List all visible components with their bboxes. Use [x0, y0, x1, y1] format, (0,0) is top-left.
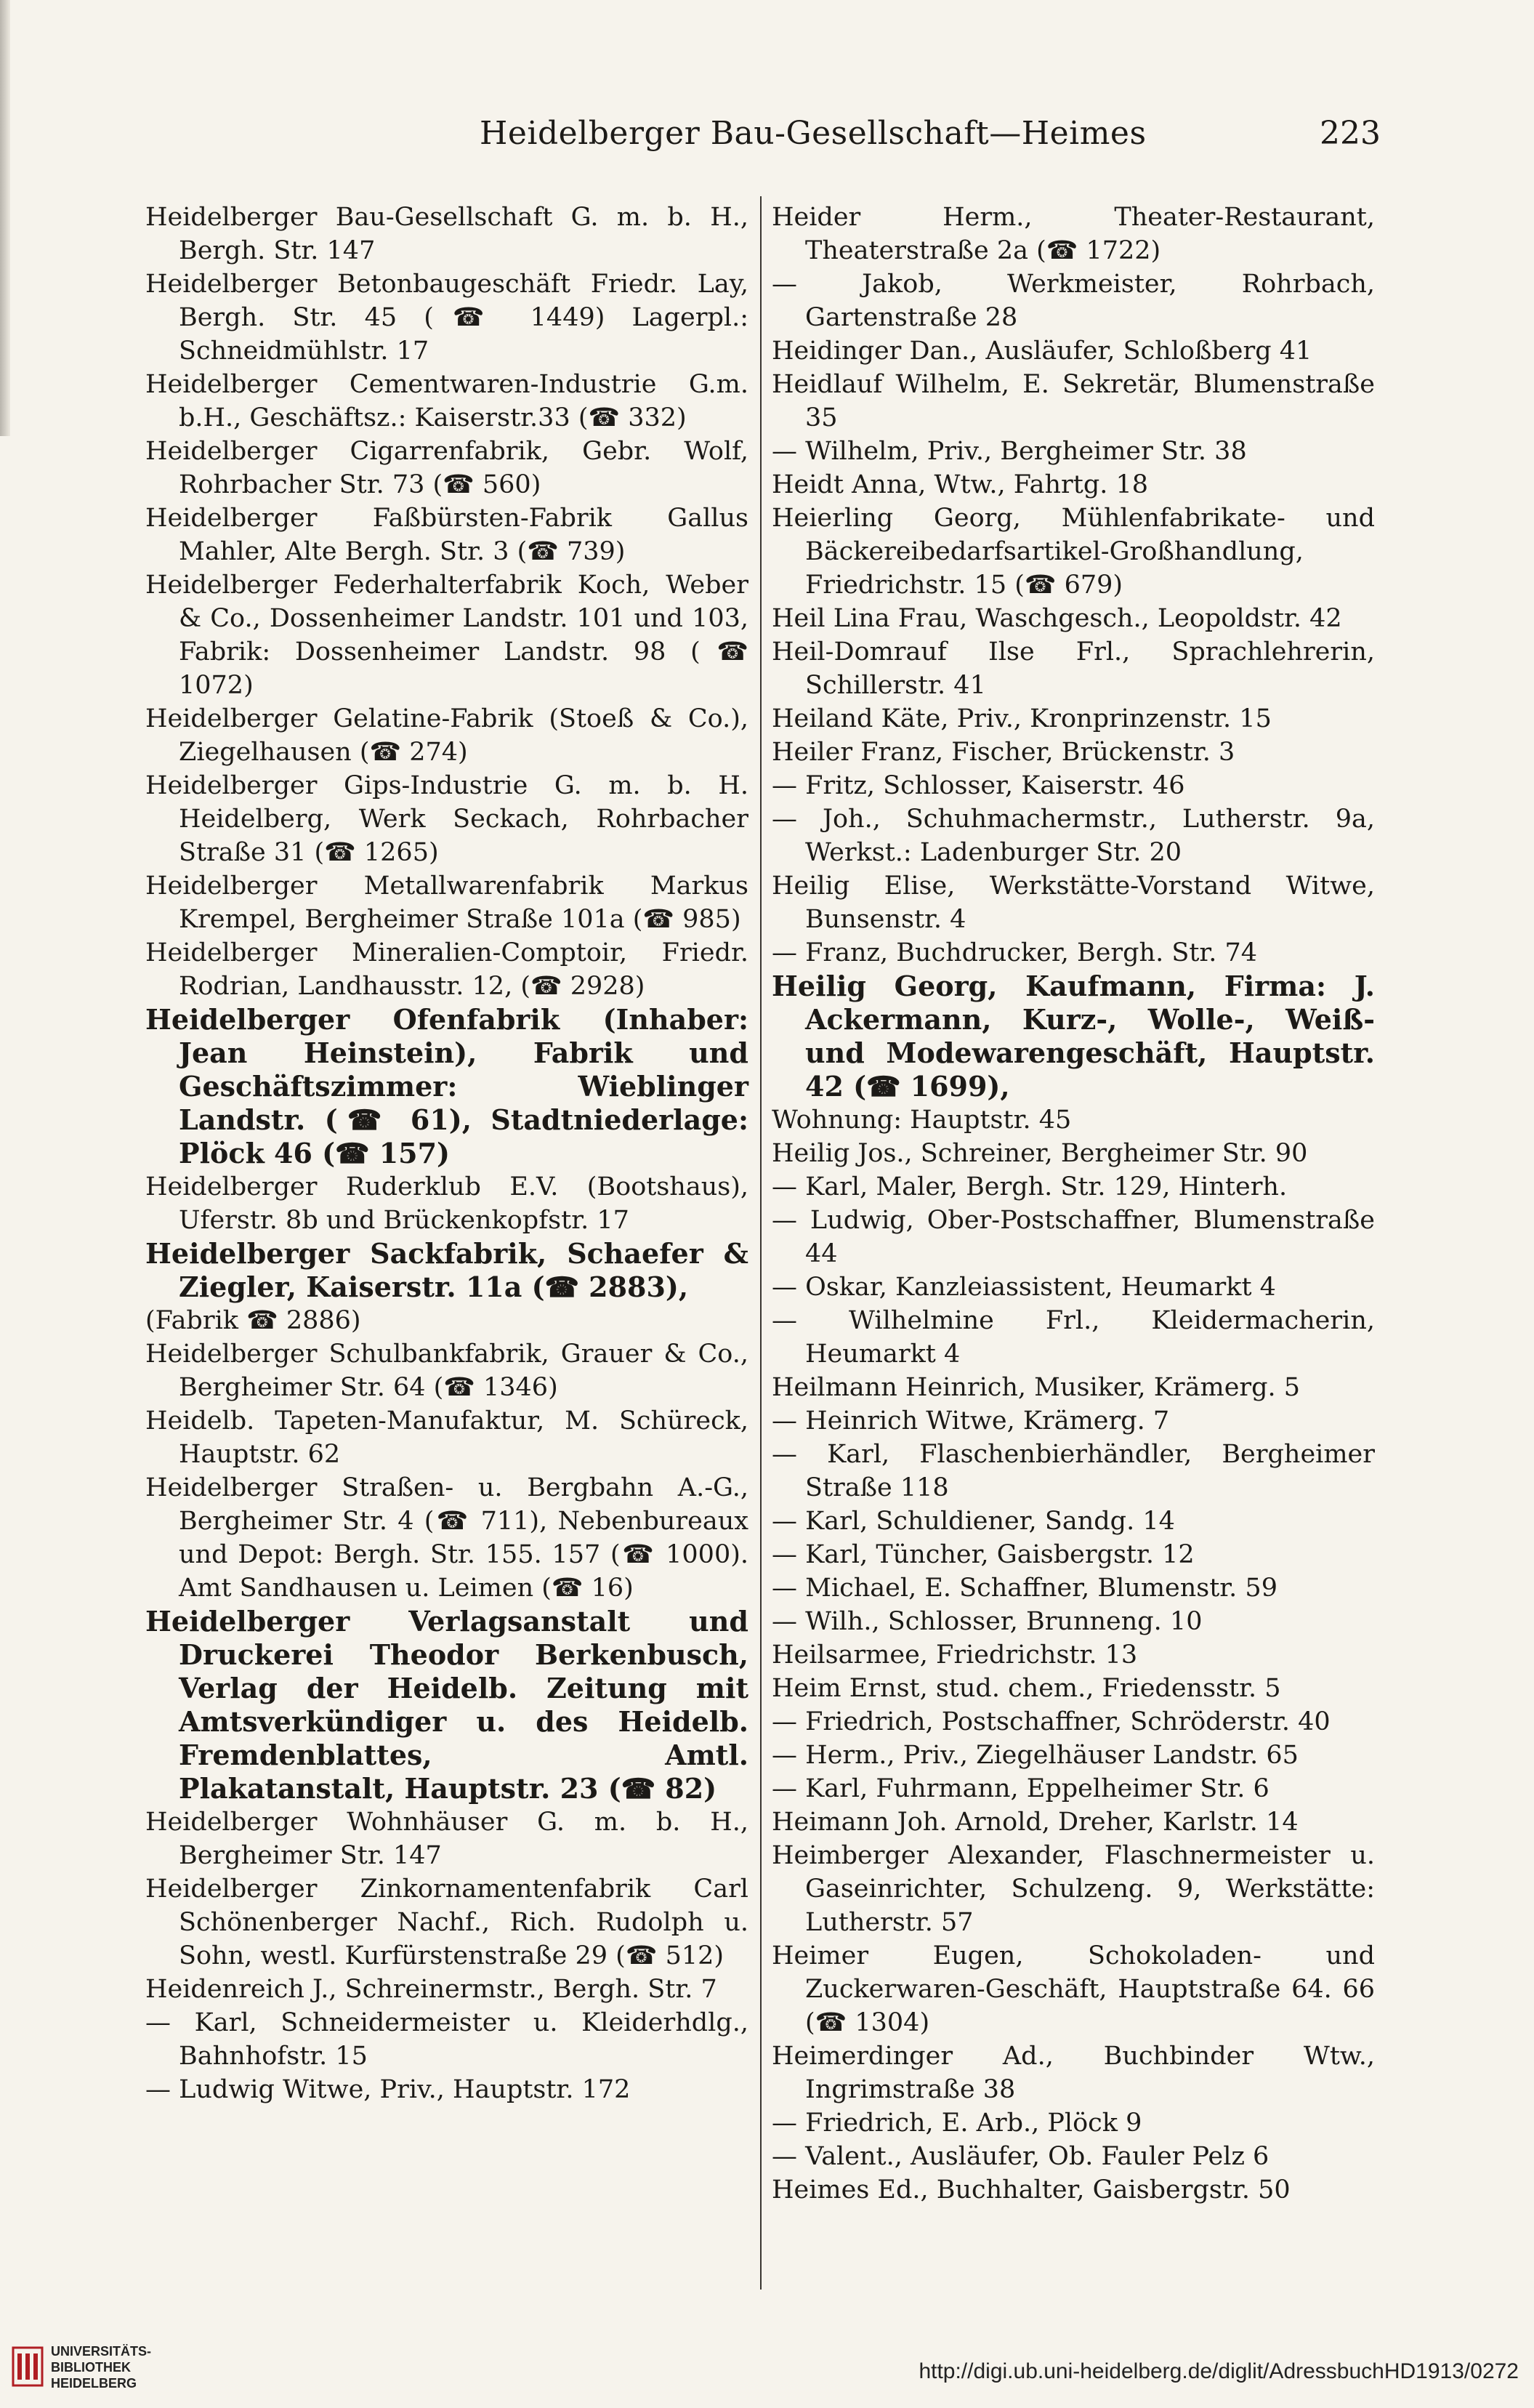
directory-entry: — Wilhelm, Priv., Bergheimer Str. 38	[772, 437, 1247, 466]
directory-entry: Heidelberger Schulbankfabrik, Grauer & Co., Bergheimer Str. 64 (☎ 1346)	[145, 1340, 748, 1402]
directory-entry: Heidelberger Mineralien-Comptoir, Friedr. Rodrian, Landhausstr. 12, (☎ 2928)	[145, 938, 748, 1001]
directory-entry: — Jakob, Werkmeister, Rohrbach, Gartenstraße 28	[772, 270, 1375, 332]
source-url-link[interactable]: http://digi.ub.uni-heidelberg.de/diglit/AdressbuchHD1913/0272	[919, 2359, 1519, 2383]
directory-entry: Heiland Käte, Priv., Kronprinzenstr. 15	[772, 704, 1272, 733]
scan-edge-shadow	[0, 0, 10, 436]
directory-entry: Heimann Joh. Arnold, Dreher, Karlstr. 14	[772, 1808, 1299, 1837]
directory-entry: Heidlauf Wilhelm, E. Sekretär, Blumenstraße 35	[772, 370, 1375, 432]
directory-entry: — Friedrich, E. Arb., Plöck 9	[772, 2109, 1142, 2138]
directory-entry: Heimer Eugen, Schokoladen- und Zuckerwaren-Geschäft, Hauptstraße 64. 66 (☎ 1304)	[772, 1941, 1375, 2037]
directory-entry: Heidelberger Straßen- u. Bergbahn A.-G., Bergheimer Str. 4 (☎ 711), Nebenbureaux und Depot: Bergh. Str. 155. 157 (☎ 1000). Amt Sandhausen u. Leimen (☎ 16)	[145, 1473, 748, 1603]
directory-entry: Heidelberger Ofenfabrik (Inhaber: Jean Heinstein), Fabrik und Geschäftszimmer: Wieblinger Landstr. (☎ 61), Stadtniederlage: Plöck 46 (☎ 157)	[145, 1003, 748, 1169]
directory-entry: Heim Ernst, stud. chem., Friedensstr. 5	[772, 1674, 1281, 1703]
directory-entry: Heimerdinger Ad., Buchbinder Wtw., Ingrimstraße 38	[772, 2042, 1375, 2104]
directory-entry: Heilmann Heinrich, Musiker, Krämerg. 5	[772, 1373, 1301, 1402]
library-name	[51, 2343, 151, 2391]
directory-entry: (Fabrik ☎ 2886)	[145, 1306, 361, 1335]
directory-entry: Heidinger Dan., Ausläufer, Schloßberg 41	[772, 337, 1312, 366]
directory-entry: — Karl, Schuldiener, Sandg. 14	[772, 1507, 1175, 1536]
directory-entry: Heidt Anna, Wtw., Fahrtg. 18	[772, 470, 1149, 499]
directory-entry: Heider Herm., Theater-Restaurant, Theaterstraße 2a (☎ 1722)	[772, 203, 1375, 265]
right-column	[772, 201, 1375, 2207]
directory-entry: Heidelberger Zinkornamentenfabrik Carl Schönenberger Nachf., Rich. Rudolph u. Sohn, westl. Kurfürstenstraße 29 (☎ 512)	[145, 1875, 748, 1970]
directory-entry: Heilig Elise, Werkstätte-Vorstand Witwe, Bunsenstr. 4	[772, 871, 1375, 934]
directory-entry: Heilig Georg, Kaufmann, Firma: J. Ackermann, Kurz-, Wolle-, Weiß- und Modewarengeschäft, Hauptstr. 42 (☎ 1699),	[772, 970, 1375, 1103]
directory-entry: — Ludwig Witwe, Priv., Hauptstr. 172	[145, 2075, 631, 2104]
directory-entry: Heidelb. Tapeten-Manufaktur, M. Schüreck, Hauptstr. 62	[145, 1406, 748, 1469]
directory-entry: Heidelberger Metallwarenfabrik Markus Krempel, Bergheimer Straße 101a (☎ 985)	[145, 871, 748, 934]
directory-entry: Heidelberger Cigarrenfabrik, Gebr. Wolf, Rohrbacher Str. 73 (☎ 560)	[145, 437, 748, 499]
library-emblem-icon	[12, 2345, 44, 2388]
directory-entry: — Oskar, Kanzleiassistent, Heumarkt 4	[772, 1273, 1276, 1302]
directory-entry: Heierling Georg, Mühlenfabrikate- und Bäckereibedarfsartikel-Großhandlung, Friedrichstr. 15 (☎ 679)	[772, 504, 1375, 600]
directory-entry: Heilig Jos., Schreiner, Bergheimer Str. 90	[772, 1139, 1308, 1168]
directory-entry: — Karl, Schneidermeister u. Kleiderhdlg., Bahnhofstr. 15	[145, 2008, 748, 2071]
directory-entry: — Joh., Schuhmachermstr., Lutherstr. 9a, Werkst.: Ladenburger Str. 20	[772, 805, 1375, 867]
directory-entry: — Michael, E. Schaffner, Blumenstr. 59	[772, 1574, 1277, 1603]
library-logo[interactable]	[12, 2340, 230, 2399]
left-column	[145, 201, 748, 2106]
directory-entry: — Valent., Ausläufer, Ob. Fauler Pelz 6	[772, 2142, 1269, 2171]
directory-entry: — Karl, Tüncher, Gaisbergstr. 12	[772, 1540, 1195, 1569]
library-name-line: BIBLIOTHEK	[51, 2360, 131, 2375]
directory-entry: — Fritz, Schlosser, Kaiserstr. 46	[772, 771, 1185, 800]
directory-entry: Heidelberger Bau-Gesellschaft G. m. b. H., Bergh. Str. 147	[145, 203, 748, 265]
directory-entry: Heimes Ed., Buchhalter, Gaisbergstr. 50	[772, 2175, 1291, 2204]
directory-entry: — Friedrich, Postschaffner, Schröderstr. 40	[772, 1707, 1331, 1736]
directory-entry: Heidelberger Cementwaren-Industrie G.m. b.H., Geschäftsz.: Kaiserstr.33 (☎ 332)	[145, 370, 748, 432]
running-head: Heidelberger Bau-Gesellschaft—Heimes	[480, 115, 1147, 152]
directory-entry: — Franz, Buchdrucker, Bergh. Str. 74	[772, 938, 1258, 967]
directory-entry: — Ludwig, Ober-Postschaffner, Blumenstraße 44	[772, 1206, 1375, 1268]
directory-entry: — Karl, Flaschenbierhändler, Bergheimer Straße 118	[772, 1440, 1375, 1502]
directory-entry: Heidelberger Betonbaugeschäft Friedr. Lay, Bergh. Str. 45 (☎ 1449) Lagerpl.: Schneidmühlstr. 17	[145, 270, 748, 366]
directory-entry: Heidelberger Federhalterfabrik Koch, Weber & Co., Dossenheimer Landstr. 101 und 103, Fabrik: Dossenheimer Landstr. 98 (☎ 1072)	[145, 571, 748, 700]
directory-entry: Heil-Domrauf Ilse Frl., Sprachlehrerin, Schillerstr. 41	[772, 637, 1375, 700]
directory-entry: Heidenreich J., Schreinermstr., Bergh. Str. 7	[145, 1975, 717, 2004]
library-name-line: HEIDELBERG	[51, 2376, 137, 2391]
directory-entry: — Wilhelmine Frl., Kleidermacherin, Heumarkt 4	[772, 1306, 1375, 1369]
directory-entry: — Wilh., Schlosser, Brunneng. 10	[772, 1607, 1203, 1636]
directory-entry: Heidelberger Ruderklub E.V. (Bootshaus), Uferstr. 8b und Brückenkopfstr. 17	[145, 1172, 748, 1235]
directory-entry: Heidelberger Gips-Industrie G. m. b. H. Heidelberg, Werk Seckach, Rohrbacher Straße 31 (☎ 1265)	[145, 771, 748, 867]
directory-entry: Heilsarmee, Friedrichstr. 13	[772, 1640, 1138, 1670]
directory-entry: Heidelberger Gelatine-Fabrik (Stoeß & Co.), Ziegelhausen (☎ 274)	[145, 704, 748, 767]
directory-entry: Heidelberger Verlagsanstalt und Druckerei Theodor Berkenbusch, Verlag der Heidelb. Zeitung mit Amtsverkündiger u. des Heidelb. Fremdenblattes, Amtl. Plakatanstalt, Hauptstr. 23 (☎ 82)	[145, 1605, 748, 1805]
directory-entry: — Karl, Fuhrmann, Eppelheimer Str. 6	[772, 1774, 1269, 1803]
page-number: 223	[1320, 115, 1381, 152]
directory-entry: — Karl, Maler, Bergh. Str. 129, Hinterh.	[772, 1172, 1288, 1201]
library-name-line: UNIVERSITÄTS-	[51, 2344, 152, 2359]
directory-entry: Heiler Franz, Fischer, Brückenstr. 3	[772, 738, 1235, 767]
directory-entry: Heimberger Alexander, Flaschnermeister u. Gaseinrichter, Schulzeng. 9, Werkstätte: Lutherstr. 57	[772, 1841, 1375, 1937]
directory-entry: — Heinrich Witwe, Krämerg. 7	[772, 1406, 1170, 1435]
directory-entry: Heil Lina Frau, Waschgesch., Leopoldstr. 42	[772, 604, 1342, 633]
directory-entry: Heidelberger Sackfabrik, Schaefer & Ziegler, Kaiserstr. 11a (☎ 2883),	[145, 1237, 748, 1303]
directory-entry: Heidelberger Wohnhäuser G. m. b. H., Bergheimer Str. 147	[145, 1808, 748, 1870]
directory-entry: Wohnung: Hauptstr. 45	[772, 1106, 1072, 1135]
directory-entry: Heidelberger Faßbürsten-Fabrik Gallus Mahler, Alte Bergh. Str. 3 (☎ 739)	[145, 504, 748, 566]
directory-entry: — Herm., Priv., Ziegelhäuser Landstr. 65	[772, 1741, 1299, 1770]
column-divider	[760, 196, 762, 2290]
